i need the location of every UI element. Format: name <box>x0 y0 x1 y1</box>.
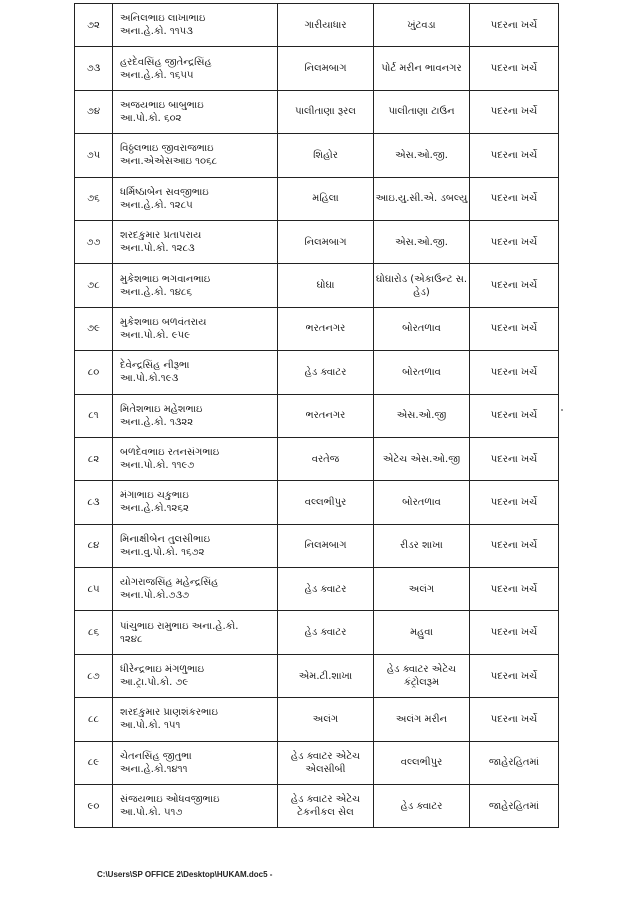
to-location: અલંગ મરીન <box>395 713 448 725</box>
to-location: એસ.ઓ.જી. <box>395 149 448 161</box>
employee-post: અના.હે.કો.૧૨૬૨ <box>120 503 189 515</box>
serial-number-cell <box>75 524 113 567</box>
from-location-cell <box>278 307 374 350</box>
from-location-cell <box>278 134 374 177</box>
employee-name: અજયભાઇ બાબુભાઇ <box>120 99 204 111</box>
to-location: ઘોઘારોડ (એકાઉન્ટ સ. હેડ) <box>375 273 468 298</box>
employee-cell <box>113 785 278 828</box>
reason-cell <box>470 654 559 697</box>
employee-name: યોગરાજસિંહ મહેન્દ્રસિંહ <box>120 577 219 589</box>
serial-number-cell <box>75 698 113 741</box>
from-location: નિલમબાગ <box>304 236 347 248</box>
reason-cell <box>470 177 559 220</box>
employee-post: અના.પો.કો.૭૩૭ <box>120 590 190 602</box>
employee-name: મુકેશભાઇ ભગવાનભાઇ <box>120 273 211 285</box>
serial-number: ૭૪ <box>86 106 101 118</box>
reason-cell <box>470 47 559 90</box>
serial-number: ૮૬ <box>87 627 100 639</box>
employee-cell <box>113 524 278 567</box>
employee-post: અના.હે.કો. ૧૪૮૬ <box>120 286 193 298</box>
employee-post: ૧૨૪૮ <box>120 633 143 645</box>
employee-name: ધીરેન્દ્રભાઇ મંગળુભાઇ <box>120 664 205 676</box>
employee-name: શરદકુમાર પ્રાણશંકરભાઇ <box>120 707 218 719</box>
to-location: એટેચ એસ.ઓ.જી <box>382 453 461 465</box>
table-row <box>75 698 559 741</box>
reason-cell <box>470 4 559 47</box>
table-row <box>75 134 559 177</box>
to-location: પોર્ટ મરીન ભાવનગર <box>381 63 462 75</box>
serial-number: ૭૫ <box>86 149 101 161</box>
from-location-cell <box>278 351 374 394</box>
reason-cell <box>470 351 559 394</box>
serial-number-cell <box>75 47 113 90</box>
to-location-cell <box>374 307 470 350</box>
employee-post: અના.એએસઆઇ ૧૦૬૮ <box>120 156 218 168</box>
reason-cell <box>470 785 559 828</box>
serial-number-cell <box>75 654 113 697</box>
from-location-cell <box>278 568 374 611</box>
serial-number: ૭૯ <box>87 323 100 335</box>
transfer-reason: પદરના ખર્ચે <box>490 323 538 335</box>
from-location: એમ.ટી.શાખા <box>298 670 353 682</box>
transfer-reason: પદરના ખર્ચે <box>490 540 538 552</box>
transfer-reason: પદરના ખર્ચે <box>490 496 538 508</box>
transfer-table <box>74 3 559 828</box>
from-location-cell <box>278 481 374 524</box>
employee-cell <box>113 264 278 307</box>
to-location-cell <box>374 220 470 263</box>
serial-number: ૭૨ <box>87 19 100 31</box>
serial-number: ૮૦ <box>87 366 100 378</box>
from-location-cell <box>278 611 374 654</box>
employee-cell <box>113 568 278 611</box>
table-row <box>75 524 559 567</box>
from-location: નિલમબાગ <box>304 63 347 75</box>
table-row <box>75 741 559 784</box>
to-location: વલ્લભીપુર <box>400 757 443 769</box>
employee-post: આ.ટ્રા.પો.કો. ૭૯ <box>120 677 189 689</box>
serial-number-cell <box>75 264 113 307</box>
serial-number-cell <box>75 351 113 394</box>
to-location-cell <box>374 481 470 524</box>
reason-cell <box>470 568 559 611</box>
employee-post: અના.પો.કો. ૧૨૮૩ <box>120 243 195 255</box>
to-location: આઇ.યુ.સી.એ. ડબલ્યુ <box>375 193 468 205</box>
employee-name: બળદેવભાઇ રતનસંગભાઇ <box>120 447 220 459</box>
employee-name: અનિલભાઇ લાખાભાઇ <box>120 13 206 25</box>
from-location-cell <box>278 47 374 90</box>
table-row <box>75 264 559 307</box>
from-location-cell <box>278 4 374 47</box>
to-location: એસ.ઓ.જી <box>396 410 447 422</box>
employee-cell <box>113 177 278 220</box>
transfer-reason: પદરના ખર્ચે <box>490 106 538 118</box>
employee-post: અના.હે.કો. ૧૧૫૩ <box>120 26 193 38</box>
employee-cell <box>113 394 278 437</box>
employee-cell <box>113 220 278 263</box>
from-location-cell <box>278 90 374 133</box>
transfer-reason: પદરના ખર્ચે <box>490 19 538 31</box>
from-location: ગારીયાધાર <box>304 19 347 31</box>
employee-name: શરદકુમાર પ્રતાપરાય <box>120 230 202 242</box>
from-location-cell <box>278 437 374 480</box>
employee-cell <box>113 654 278 697</box>
employee-cell <box>113 307 278 350</box>
from-location-cell <box>278 177 374 220</box>
from-location: પાલીતાણા રૂરલ <box>295 106 356 118</box>
to-location-cell <box>374 524 470 567</box>
employee-name: મિનાક્ષીબેન તુલસીભાઇ <box>120 533 211 545</box>
to-location-cell <box>374 177 470 220</box>
transfer-reason: પદરના ખર્ચે <box>490 193 538 205</box>
table-row <box>75 4 559 47</box>
from-location: ભરતનગર <box>305 323 346 335</box>
serial-number: ૭૩ <box>86 63 101 75</box>
employee-name: મંગાભાઇ ચકુભાઇ <box>120 490 189 502</box>
to-location-cell <box>374 437 470 480</box>
serial-number: ૮૭ <box>87 670 100 682</box>
serial-number-cell <box>75 4 113 47</box>
to-location-cell <box>374 611 470 654</box>
serial-number: ૮૫ <box>87 583 100 595</box>
transfer-reason: પદરના ખર્ચે <box>490 583 538 595</box>
from-location-cell <box>278 698 374 741</box>
to-location: રીડર શાખા <box>400 540 443 552</box>
transfer-reason: પદરના ખર્ચે <box>490 63 538 75</box>
employee-name: સંજયભાઇ ઓધવજીભાઇ <box>120 794 220 806</box>
from-location: વરતેજ <box>311 453 340 465</box>
to-location-cell <box>374 394 470 437</box>
from-location: હેડ ક્વાટર <box>304 627 347 639</box>
serial-number-cell <box>75 568 113 611</box>
to-location: ખુંટવડા <box>407 19 436 31</box>
serial-number: ૯૦ <box>87 800 100 812</box>
serial-number: ૭૬ <box>87 193 100 205</box>
table-row <box>75 611 559 654</box>
serial-number-cell <box>75 177 113 220</box>
to-location: હેડ ક્વાટર એટેચ કંટ્રોલરૂમ <box>386 664 457 689</box>
reason-cell <box>470 741 559 784</box>
margin-mark <box>561 409 563 411</box>
from-location: અલંગ <box>312 713 339 725</box>
from-location: હેડ ક્વાટર <box>304 366 347 378</box>
table-row <box>75 437 559 480</box>
employee-name: ધર્મિષ્ઠાબેન સવજીભાઇ <box>120 186 209 198</box>
serial-number-cell <box>75 90 113 133</box>
to-location-cell <box>374 741 470 784</box>
employee-name: ચેતનસિંહ જીતુભા <box>120 750 192 762</box>
from-location-cell <box>278 394 374 437</box>
to-location: અલંગ <box>408 583 435 595</box>
serial-number: ૮૧ <box>88 410 99 422</box>
employee-post: અના.પો.કો. ૧૧૯૭ <box>120 460 195 472</box>
employee-post: અના.હે.કો.૧૪૧૧ <box>120 763 188 775</box>
serial-number: ૭૮ <box>87 280 100 292</box>
to-location: બોરતળાવ <box>402 496 441 508</box>
from-location: નિલમબાગ <box>304 540 347 552</box>
table-row <box>75 47 559 90</box>
reason-cell <box>470 698 559 741</box>
reason-cell <box>470 481 559 524</box>
serial-number-cell <box>75 437 113 480</box>
transfer-reason: જાહેરહિતમાં <box>488 800 540 812</box>
table-row <box>75 220 559 263</box>
from-location: હેડ ક્વાટર એટેચ ટેકનીકલ સેલ <box>290 794 361 819</box>
transfer-reason: પદરના ખર્ચે <box>490 236 538 248</box>
serial-number-cell <box>75 394 113 437</box>
reason-cell <box>470 524 559 567</box>
employee-name: હરદેવસિંહ જીતેન્દ્રસિંહ <box>120 56 212 68</box>
serial-number-cell <box>75 220 113 263</box>
to-location: હેડ ક્વાટર <box>400 800 443 812</box>
to-location-cell <box>374 654 470 697</box>
from-location: હેડ ક્વાટર <box>304 583 347 595</box>
table-row <box>75 177 559 220</box>
footer-file-path: C:\Users\SP OFFICE 2\Desktop\HUKAM.doc5 - <box>97 870 273 879</box>
to-location-cell <box>374 47 470 90</box>
transfer-reason: જાહેરહિતમાં <box>488 757 540 769</box>
employee-name: વિઠ્ઠલભાઇ જીવરાજભાઇ <box>120 143 214 155</box>
transfer-reason: પદરના ખર્ચે <box>490 713 538 725</box>
from-location: વલ્લભીપુર <box>304 496 347 508</box>
table-row <box>75 90 559 133</box>
reason-cell <box>470 611 559 654</box>
serial-number: ૮૮ <box>88 713 99 725</box>
reason-cell <box>470 90 559 133</box>
to-location-cell <box>374 134 470 177</box>
reason-cell <box>470 437 559 480</box>
employee-cell <box>113 698 278 741</box>
table-row <box>75 654 559 697</box>
to-location-cell <box>374 351 470 394</box>
employee-cell <box>113 611 278 654</box>
reason-cell <box>470 307 559 350</box>
from-location-cell <box>278 524 374 567</box>
serial-number-cell <box>75 741 113 784</box>
serial-number-cell <box>75 611 113 654</box>
employee-name: મિતેશભાઇ મહેશભાઇ <box>120 403 203 415</box>
employee-post: આ.પો.કો. ૧૫૧ <box>120 720 181 732</box>
transfer-reason: પદરના ખર્ચે <box>490 453 538 465</box>
table-row <box>75 568 559 611</box>
employee-name: મુકેશભાઇ બળવંતરાય <box>120 316 207 328</box>
reason-cell <box>470 134 559 177</box>
table-row <box>75 394 559 437</box>
transfer-reason: પદરના ખર્ચે <box>490 366 538 378</box>
employee-cell <box>113 134 278 177</box>
from-location-cell <box>278 220 374 263</box>
from-location: ઘોઘા <box>316 280 335 292</box>
employee-post: આ.પો.કો. ૬૦૨ <box>120 112 182 124</box>
serial-number: ૭૭ <box>86 236 101 248</box>
employee-post: અના.હે.કો. ૧૬૫૫ <box>120 69 194 81</box>
to-location: બોરતળાવ <box>402 366 441 378</box>
from-location: ભરતનગર <box>305 410 346 422</box>
serial-number-cell <box>75 134 113 177</box>
table-row <box>75 481 559 524</box>
employee-cell <box>113 90 278 133</box>
reason-cell <box>470 264 559 307</box>
from-location-cell <box>278 785 374 828</box>
employee-cell <box>113 481 278 524</box>
employee-name: દેવેન્દ્રસિંહ નીરૂભા <box>120 360 190 372</box>
serial-number: ૮૪ <box>87 540 100 552</box>
employee-cell <box>113 4 278 47</box>
from-location: શિહોર <box>313 149 338 161</box>
employee-cell <box>113 741 278 784</box>
to-location-cell <box>374 568 470 611</box>
transfer-reason: પદરના ખર્ચે <box>490 280 538 292</box>
from-location-cell <box>278 741 374 784</box>
employee-name: પાંચુભાઇ રામુભાઇ અના.હે.કો. <box>120 620 239 632</box>
transfer-reason: પદરના ખર્ચે <box>490 410 538 422</box>
table-row <box>75 307 559 350</box>
to-location: મહુવા <box>410 627 433 639</box>
reason-cell <box>470 220 559 263</box>
table-row <box>75 351 559 394</box>
from-location: હેડ ક્વાટર એટેચ એલસીબી <box>290 750 361 775</box>
serial-number: ૮૨ <box>87 453 100 465</box>
table-row <box>75 785 559 828</box>
to-location-cell <box>374 90 470 133</box>
employee-post: આ.પો.કો.૧૯૩ <box>120 373 179 385</box>
serial-number: ૮૩ <box>87 496 100 508</box>
employee-post: આ.પો.કો. ૫૧૭ <box>120 807 183 819</box>
employee-post: અના.હે.કો. ૧૨૮૫ <box>120 199 193 211</box>
employee-cell <box>113 437 278 480</box>
employee-cell <box>113 47 278 90</box>
transfer-reason: પદરના ખર્ચે <box>490 627 538 639</box>
to-location-cell <box>374 264 470 307</box>
from-location-cell <box>278 654 374 697</box>
from-location-cell <box>278 264 374 307</box>
to-location: બોરતળાવ <box>402 323 441 335</box>
serial-number-cell <box>75 785 113 828</box>
to-location: એસ.ઓ.જી. <box>395 236 448 248</box>
serial-number-cell <box>75 481 113 524</box>
employee-post: અના.વુ.પો.કો. ૧૬૭૨ <box>120 546 205 558</box>
reason-cell <box>470 394 559 437</box>
to-location-cell <box>374 4 470 47</box>
from-location: મહિલા <box>312 193 339 205</box>
serial-number: ૮૯ <box>87 757 100 769</box>
employee-post: અના.હે.કો. ૧૩૨૨ <box>120 416 194 428</box>
transfer-reason: પદરના ખર્ચે <box>490 670 538 682</box>
serial-number-cell <box>75 307 113 350</box>
employee-cell <box>113 351 278 394</box>
to-location-cell <box>374 698 470 741</box>
to-location-cell <box>374 785 470 828</box>
to-location: પાલીતાણા ટાઉન <box>388 106 455 118</box>
employee-post: અના.પો.કો. ૯૫૯ <box>120 329 191 341</box>
transfer-reason: પદરના ખર્ચે <box>490 149 538 161</box>
